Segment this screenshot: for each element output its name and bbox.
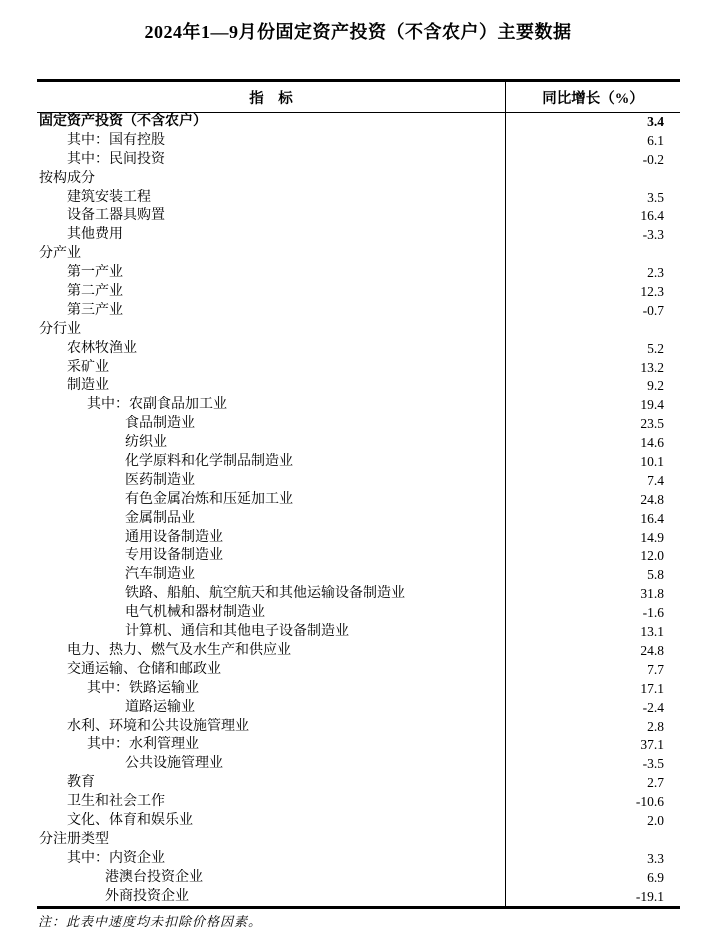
column-header-yoy-growth: 同比增长（%）: [505, 82, 680, 112]
indicator-label: 第一产业: [67, 265, 123, 281]
growth-value: [505, 245, 680, 264]
table-row: [37, 680, 680, 699]
growth-value: -3.3: [505, 226, 680, 245]
table-row: [37, 321, 680, 340]
table-row: [37, 170, 680, 189]
table-row: [37, 793, 680, 812]
table-row: [37, 132, 680, 151]
indicator-label: 教育: [67, 775, 95, 791]
indicator-label: 交通运输、仓储和邮政业: [67, 661, 221, 677]
table-row: [37, 302, 680, 321]
growth-value: 24.8: [505, 642, 680, 661]
indicator-label: 采矿业: [67, 359, 109, 375]
growth-value: 17.1: [505, 680, 680, 699]
indicator-label: 其他费用: [67, 227, 123, 243]
indicator-label: 医药制造业: [125, 472, 195, 488]
growth-value: 3.3: [505, 850, 680, 869]
indicator-label: 电气机械和器材制造业: [125, 605, 265, 621]
table-row: [37, 245, 680, 264]
table-header-row: [37, 82, 680, 113]
table-row: [37, 718, 680, 737]
growth-value: 31.8: [505, 585, 680, 604]
indicator-label: 分产业: [39, 246, 81, 262]
table-row: [37, 510, 680, 529]
indicator-label: 分行业: [39, 321, 81, 337]
indicator-label: 专用设备制造业: [125, 548, 223, 564]
indicator-label: 铁路、船舶、航空航天和其他运输设备制造业: [125, 586, 405, 602]
table-body: [37, 113, 680, 906]
table-row: [37, 585, 680, 604]
table-row: [37, 547, 680, 566]
growth-value: [505, 170, 680, 189]
indicator-label: 其中：国有控股: [67, 132, 165, 148]
indicator-label: 外商投资企业: [105, 888, 189, 904]
indicator-label: 公共设施管理业: [125, 756, 223, 772]
table-row: [37, 359, 680, 378]
indicator-label: 分注册类型: [39, 831, 109, 847]
indicator-label: 建筑安装工程: [67, 189, 151, 205]
growth-value: 2.8: [505, 718, 680, 737]
indicator-label: 其中：铁路运输业: [87, 680, 199, 696]
indicator-label: 其中：内资企业: [67, 850, 165, 866]
table-row: [37, 491, 680, 510]
indicator-label: 固定资产投资（不含农户）: [39, 114, 207, 129]
growth-value: -0.7: [505, 302, 680, 321]
growth-value: 14.6: [505, 434, 680, 453]
indicator-label: 金属制品业: [125, 510, 195, 526]
table-row: [37, 415, 680, 434]
indicator-label: 设备工器具购置: [67, 208, 165, 224]
indicator-label: 纺织业: [125, 435, 167, 451]
growth-value: -10.6: [505, 793, 680, 812]
growth-value: 16.4: [505, 207, 680, 226]
table-row: [37, 207, 680, 226]
indicator-label: 道路运输业: [125, 699, 195, 715]
table-row: [37, 151, 680, 170]
table-row: [37, 113, 680, 132]
table-row: [37, 642, 680, 661]
table-row: [37, 661, 680, 680]
growth-value: 7.7: [505, 661, 680, 680]
growth-value: 2.0: [505, 812, 680, 831]
table-row: [37, 774, 680, 793]
table-row: [37, 226, 680, 245]
growth-value: 16.4: [505, 510, 680, 529]
indicator-label: 食品制造业: [125, 416, 195, 432]
growth-value: 19.4: [505, 396, 680, 415]
indicator-label: 农林牧渔业: [67, 340, 137, 356]
growth-value: 3.5: [505, 189, 680, 208]
growth-value: -1.6: [505, 604, 680, 623]
growth-value: 12.3: [505, 283, 680, 302]
table-row: [37, 699, 680, 718]
table-row: [37, 377, 680, 396]
indicator-label: 通用设备制造业: [125, 529, 223, 545]
growth-value: 37.1: [505, 736, 680, 755]
growth-value: -2.4: [505, 699, 680, 718]
indicator-label: 电力、热力、燃气及水生产和供应业: [67, 642, 291, 658]
growth-value: 6.9: [505, 869, 680, 888]
table-row: [37, 340, 680, 359]
table-row: [37, 604, 680, 623]
table-row: [37, 736, 680, 755]
growth-value: 5.8: [505, 566, 680, 585]
table-row: [37, 264, 680, 283]
growth-value: -3.5: [505, 755, 680, 774]
growth-value: 7.4: [505, 472, 680, 491]
indicator-label: 水利、环境和公共设施管理业: [67, 718, 249, 734]
indicator-label: 其中：水利管理业: [87, 737, 199, 753]
indicator-label: 第二产业: [67, 284, 123, 300]
growth-value: 10.1: [505, 453, 680, 472]
growth-value: 12.0: [505, 547, 680, 566]
growth-value: 13.1: [505, 623, 680, 642]
table-row: [37, 434, 680, 453]
indicator-label: 按构成分: [39, 170, 95, 186]
growth-value: 2.3: [505, 264, 680, 283]
table-row: [37, 831, 680, 850]
growth-value: -0.2: [505, 151, 680, 170]
growth-value: 13.2: [505, 359, 680, 378]
page-title: 2024年1—9月份固定资产投资（不含农户）主要数据: [144, 22, 572, 42]
growth-value: [505, 321, 680, 340]
table-row: [37, 189, 680, 208]
table-row: [37, 850, 680, 869]
growth-value: 6.1: [505, 132, 680, 151]
table-row: [37, 566, 680, 585]
indicator-label: 卫生和社会工作: [67, 794, 165, 810]
indicator-label: 化学原料和化学制品制造业: [125, 454, 293, 470]
table-row: [37, 869, 680, 888]
indicator-label: 制造业: [67, 378, 109, 394]
column-header-indicator: 指 标: [249, 90, 293, 107]
indicator-label: 文化、体育和娱乐业: [67, 812, 193, 828]
indicator-label: 汽车制造业: [125, 567, 195, 583]
indicator-label: 港澳台投资企业: [105, 869, 203, 885]
growth-value: 23.5: [505, 415, 680, 434]
growth-value: 9.2: [505, 377, 680, 396]
table-row: [37, 529, 680, 548]
indicator-label: 计算机、通信和其他电子设备制造业: [125, 624, 349, 640]
footnote: 注：此表中速度均未扣除价格因素。: [38, 914, 263, 929]
table-row: [37, 755, 680, 774]
indicator-label: 第三产业: [67, 302, 123, 318]
table-row: [37, 812, 680, 831]
growth-value: 2.7: [505, 774, 680, 793]
indicator-label: 其中：农副食品加工业: [87, 397, 227, 413]
growth-value: 24.8: [505, 491, 680, 510]
table-row: [37, 472, 680, 491]
growth-value: 5.2: [505, 340, 680, 359]
growth-value: 3.4: [505, 113, 680, 132]
table-row: [37, 283, 680, 302]
table-row: [37, 453, 680, 472]
growth-value: [505, 831, 680, 850]
table-row: [37, 623, 680, 642]
data-table: [37, 79, 680, 909]
growth-value: 14.9: [505, 529, 680, 548]
table-row: [37, 888, 680, 907]
growth-value: -19.1: [505, 888, 680, 907]
table-row: [37, 396, 680, 415]
indicator-label: 其中：民间投资: [67, 151, 165, 167]
indicator-label: 有色金属冶炼和压延加工业: [125, 491, 293, 507]
